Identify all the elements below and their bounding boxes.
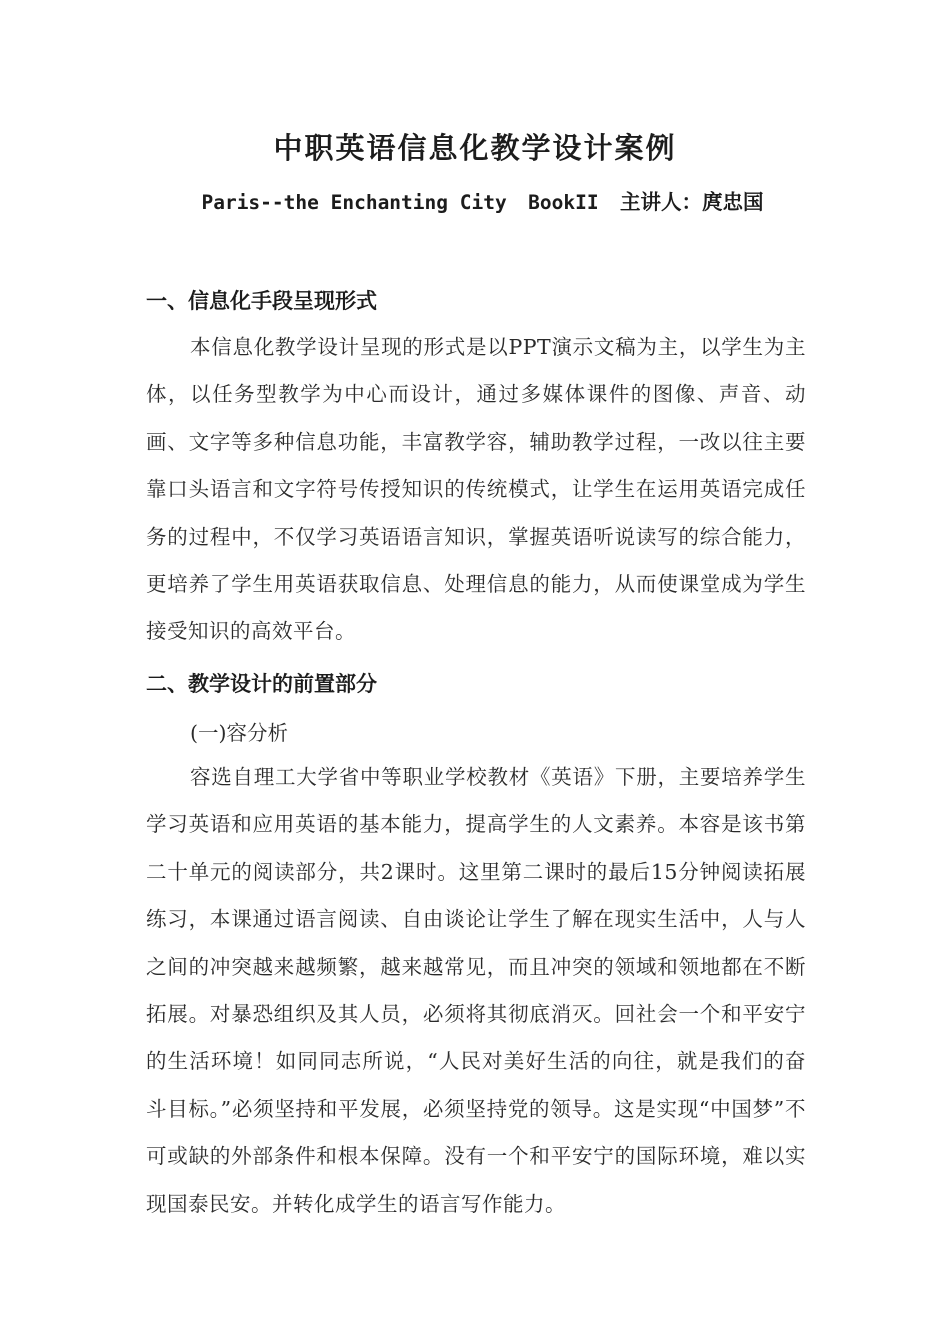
document-subtitle [0,185,950,215]
book-label: BookII [528,191,599,214]
document-title: 中职英语信息化教学设计案例 [273,131,677,165]
section-paragraph-2: 容选自理工大学省中等职业学校教材《英语》下册，主要培养学生学习英语和应用英语的基本能力，提高学生的人文素养。本容是该书第二十单元的阅读部分，共2课时。这里第二课时的最后15分钟阅读拓展练习，本课通过语言阅读、自由谈论让学生了解在现实生活中，人与人之间的冲突越来越频繁，越来越常见，而且冲突的领域和领地都在不断拓展。对暴恐组织及其人员，必须将其彻底消灭。回社会一个和平安宁的生活环境！如同同志所说，“人民对美好生活的向往，就是我们的奋斗目标。”必须坚持和平发展，必须坚持党的领导。这是实现“中国梦”不可或缺的外部条件和根本保障。没有一个和平安宁的国际环境，难以实现国泰民安。并转化成学生的语言写作能力。 [146,765,806,1216]
subsection-heading: (一)容分析 [190,721,288,745]
section-heading-1: 一、信息化手段呈现形式 [146,288,377,313]
speaker-label: 主讲人：庹忠国 [620,190,764,214]
section-heading-2: 二、教学设计的前置部分 [146,671,377,696]
course-title: Paris--the Enchanting City [201,191,507,214]
section-paragraph-1: 本信息化教学设计呈现的形式是以PPT演示文稿为主，以学生为主体，以任务型教学为中心而设计，通过多媒体课件的图像、声音、动画、文字等多种信息功能，丰富教学容，辅助教学过程，一改以往主要靠口头语言和文字符号传授知识的传统模式，让学生在运用英语完成任务的过程中，不仅学习英语语言知识，掌握英语听说读写的综合能力，更培养了学生用英语获取信息、处理信息的能力，从而使课堂成为学生接受知识的高效平台。 [146,335,806,644]
